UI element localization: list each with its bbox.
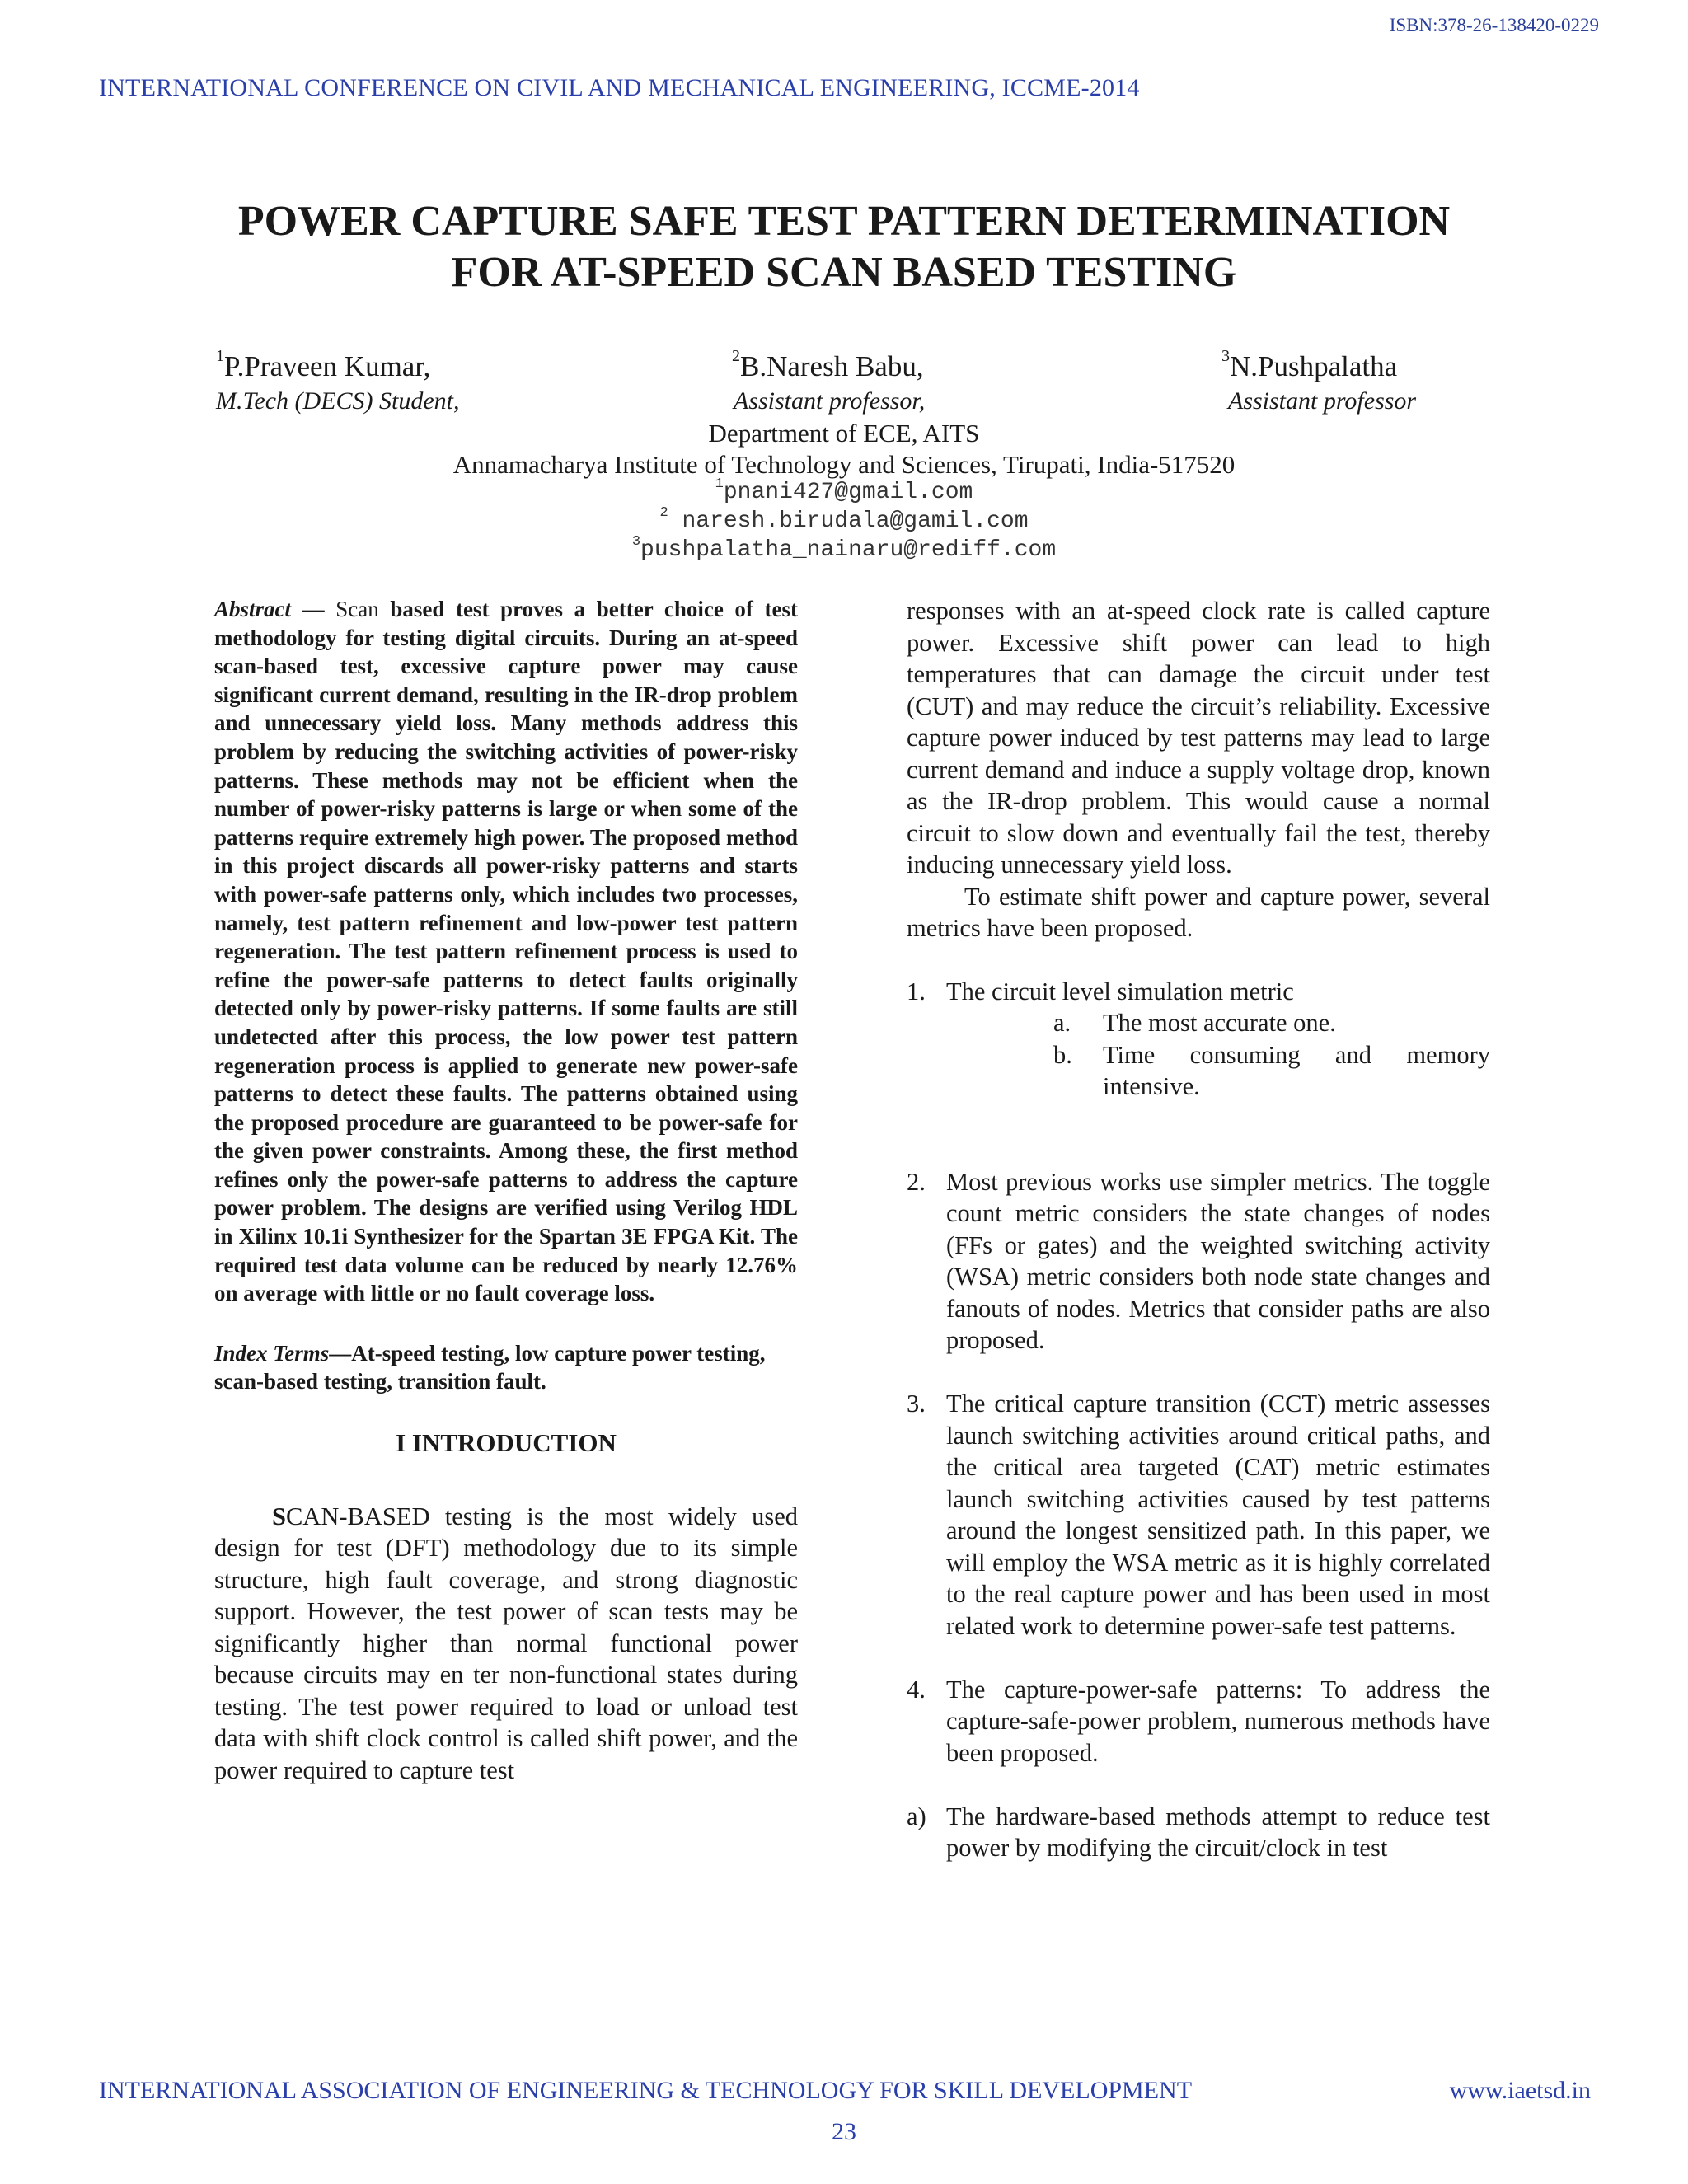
title-line-2: FOR AT-SPEED SCAN BASED TESTING [451,249,1237,296]
author-1-role: M.Tech (DECS) Student, [216,387,460,415]
list-gap [907,1769,1490,1801]
sub-list-item-number: b. [1053,1040,1072,1069]
author-2-name: B.Naresh Babu, [740,350,924,382]
author-2 [732,347,924,383]
author-2-role: Assistant professor, [734,387,926,415]
abstract-dash: — [291,597,336,621]
author-1 [216,347,431,383]
sub-list-item-text: Time consuming and memory intensive. [1103,1040,1490,1100]
author-3 [1221,347,1398,383]
list-item-number: 4. [907,1675,926,1704]
right-paragraph-1: responses with an at-speed clock rate is called capture power. Excessive shift power can lead to high temperatures that can damage the circuit under test (CUT) and may reduce the circuit’s reliability. Excessive capture power induced by test patterns may lead to large current demand and induce a supply voltage drop, known as the IR-drop problem. This would cause a normal circuit to slow down and eventually fail the test, thereby inducing unnecessary yield loss. [907,597,1490,879]
email-3-sup: 3 [631,534,641,550]
author-1-sup: 1 [216,347,224,365]
index-terms-lead: Index Terms [214,1340,330,1366]
author-1-name: P.Praveen Kumar, [224,350,431,382]
institute: Annamacharya Institute of Technology and Sciences, Tirupati, India-517520 [452,450,1236,479]
abstract-first-word: Scan [335,597,379,621]
list-gap [907,1103,1490,1135]
author-3-sup: 3 [1221,347,1230,365]
right-column [907,595,1490,1864]
metrics-list [907,976,1490,1864]
department: Department of ECE, AITS [708,419,980,448]
sub-list-item [1053,1039,1490,1103]
email-1-sup: 1 [715,476,724,492]
list-item-number: 3. [907,1390,926,1418]
list-item [907,1674,1490,1769]
index-terms-line-1: —At-speed testing, low capture power testing, [329,1340,766,1366]
email-1 [0,476,1688,505]
page-number: 23 [832,2118,856,2145]
paper-title [0,196,1688,298]
right-paragraph-2: To estimate shift power and capture power, several metrics have been proposed. [907,882,1490,942]
conference-header: INTERNATIONAL CONFERENCE ON CIVIL AND MECHANICAL ENGINEERING, ICCME-2014 [99,74,1140,101]
email-1-text[interactable]: pnani427@gmail.com [723,480,973,505]
email-3 [0,534,1688,563]
list-item-text: The critical capture transition (CCT) metric assesses launch switching activities around critical paths, and the critical area targeted (CAT) metric estimates launch switching activities caused by test patterns around the longest sensitized path. In this paper, we will employ the WSA metric as it is highly correlated to the real capture power and has been used in most related work to determine power-safe test patterns. [946,1390,1490,1640]
intro-dropcap: S [272,1502,286,1530]
list-item-text: The circuit level simulation metric [946,977,1294,1005]
email-3-text[interactable]: pushpalatha_nainaru@rediff.com [640,537,1057,563]
abstract [214,595,798,1308]
list-item [907,976,1490,1008]
index-terms-line-2: scan-based testing, transition fault. [214,1369,546,1394]
index-terms [214,1339,798,1396]
email-2 [0,505,1688,534]
list-item-number: 1. [907,977,926,1005]
list-item [907,1166,1490,1357]
section-heading-introduction: I INTRODUCTION [396,1428,617,1458]
footer-website-link[interactable]: www.iaetsd.in [1449,2077,1591,2104]
intro-body: CAN-BASED testing is the most widely used design for test (DFT) methodology due to its simple structure, high fault coverage, and strong diagnostic support. However, the test power of scan tests may be significantly higher than normal functional power because circuits may en ter non-functional states during testing. The test power required to load or unload test data with shift clock control is called shift power, and the power required to capture test [214,1502,798,1784]
left-column [214,595,798,1786]
abstract-lead: Abstract [214,597,292,621]
abstract-body: based test proves a better choice of test methodology for testing digital circuits. During an at-speed scan-based test, excessive capture power may cause significant current demand, resulting in the IR-drop problem and unnecessary yield loss. Many methods address this problem by reducing the switching activities of power-risky patterns. These methods may not be efficient when the number of power-risky patterns is large or when some of the patterns require extremely high power. The proposed method in this project discards all power-risky patterns and starts with power-safe patterns only, which includes two processes, namely, test pattern refinement and low-power test pattern regeneration. The test pattern refinement process is used to refine the power-safe patterns to detect faults originally detected only by power-risky patterns. If some faults are still undetected after this process, the low power test pattern regeneration process is applied to generate new power-safe patterns to detect these faults. The patterns obtained using the proposed procedure are guaranteed to be power-safe for the given power constraints. Among these, the first method refines only the power-safe patterns to address the capture power problem. The designs are verified using Verilog HDL in Xilinx 10.1i Synthesizer for the Spartan 3E FPGA Kit. The required test data volume can be reduced by nearly 12.76% on average with little or no fault coverage loss. [214,597,798,1306]
author-2-sup: 2 [732,347,740,365]
author-3-name: N.Pushpalatha [1230,350,1398,382]
email-2-text[interactable]: naresh.birudala@gamil.com [668,509,1029,534]
list-item [907,1388,1490,1642]
sub-list-item-text: The most accurate one. [1103,1009,1336,1037]
footer-association: INTERNATIONAL ASSOCIATION OF ENGINEERING & TECHNOLOGY FOR SKILL DEVELOPMENT [99,2077,1193,2104]
isbn-label: ISBN:378-26-138420-0229 [1389,15,1599,35]
title-line-1: POWER CAPTURE SAFE TEST PATTERN DETERMINATION [237,198,1451,245]
list-item-text: Most previous works use simpler metrics. The toggle count metric considers the state changes of nodes (FFs or gates) and the weighted switching activity (WSA) metric considers both node state changes and fanouts of nodes. Metrics that consider paths are also proposed. [946,1167,1490,1354]
list-item-text: The hardware-based methods attempt to reduce test power by modifying the circuit/clock in test [946,1802,1490,1862]
list-item-number: 2. [907,1167,926,1196]
list-item-number: a) [907,1802,926,1830]
author-3-role: Assistant professor [1228,387,1417,415]
list-item-text: The capture-power-safe patterns: To address the capture-safe-power problem, numerous methods have been proposed. [946,1675,1490,1767]
intro-paragraph [214,1501,798,1787]
email-2-sup: 2 [659,505,668,521]
list-gap [907,1134,1490,1166]
sub-list-item [1053,1007,1490,1039]
list-item [907,1801,1490,1864]
list-gap [907,1642,1490,1674]
list-gap [907,1357,1490,1389]
sub-list-item-number: a. [1053,1009,1071,1037]
